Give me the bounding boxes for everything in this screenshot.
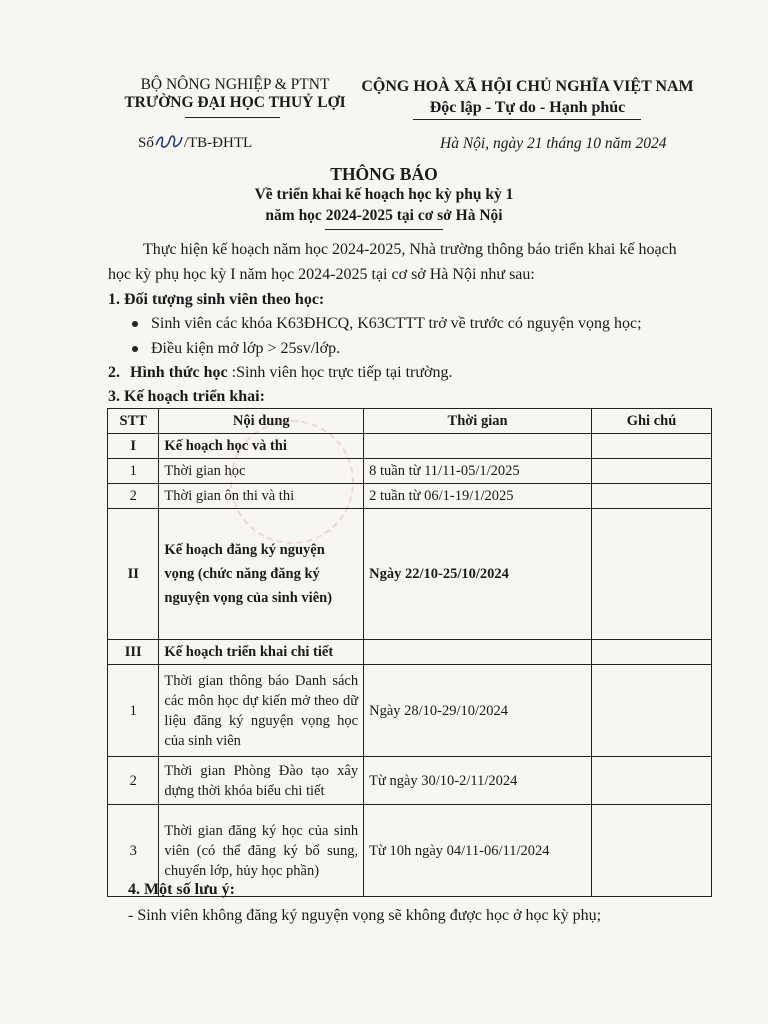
national-title: CỘNG HOÀ XÃ HỘI CHỦ NGHĨA VIỆT NAM (361, 78, 694, 95)
cell-note (591, 805, 711, 897)
section-4-line-1: - Sinh viên không đăng ký nguyện vọng sẽ không được học ở học kỳ phụ; (128, 907, 602, 924)
cell-note (591, 484, 711, 509)
cell-stt: I (108, 434, 159, 459)
university-name: TRƯỜNG ĐẠI HỌC THUỶ LỢI (124, 94, 346, 111)
header-left-underline (185, 117, 280, 118)
table-row (108, 459, 712, 484)
section-1-bullet-1: Sinh viên các khóa K63ĐHCQ, K63CTTT trở về trước có nguyện vọng học; (151, 315, 642, 332)
table-row (108, 509, 712, 640)
cell-content: Kế hoạch học và thi (159, 434, 364, 459)
subtitle-line-1: Về triển khai kế hoạch học kỳ phụ kỳ 1 (254, 186, 514, 203)
section-2-heading: Hình thức học (130, 364, 228, 381)
cell-stt: 2 (108, 757, 159, 805)
cell-time: Từ ngày 30/10-2/11/2024 (364, 757, 592, 805)
bullet-dot (132, 346, 138, 352)
table-row (108, 640, 712, 665)
header-left (100, 76, 370, 112)
section-2-text: :Sinh viên học trực tiếp tại trường. (231, 364, 453, 381)
table-header-row (108, 409, 712, 434)
table-row (108, 665, 712, 757)
table-row (108, 434, 712, 459)
cell-note (591, 640, 711, 665)
doc-number-suffix: /TB-ĐHTL (183, 135, 253, 151)
plan-table (107, 408, 712, 897)
cell-time: Từ 10h ngày 04/11-06/11/2024 (364, 805, 592, 897)
cell-content: Thời gian ôn thi và thi (159, 484, 364, 509)
section-1-bullet-2: Điều kiện mở lớp > 25sv/lớp. (151, 340, 341, 357)
cell-time (364, 640, 592, 665)
cell-content: Thời gian thông báo Danh sách các môn học dự kiến mở theo dữ liệu đăng ký nguyện vọng học của sinh viên (159, 665, 364, 757)
bullet-dot (132, 321, 138, 327)
cell-content: Thời gian Phòng Đào tạo xây dựng thời khóa biểu chi tiết (159, 757, 364, 805)
header-right-underline (413, 119, 641, 120)
cell-stt: 1 (108, 459, 159, 484)
col-header-stt: STT (108, 409, 159, 434)
cell-stt: II (108, 509, 159, 640)
national-motto: Độc lập - Tự do - Hạnh phúc (429, 99, 626, 116)
subtitle-line-2: năm học 2024-2025 tại cơ sở Hà Nội (265, 207, 503, 224)
cell-note (591, 434, 711, 459)
col-header-time: Thời gian (364, 409, 592, 434)
cell-content: Kế hoạch đăng ký nguyện vọng (chức năng đăng ký nguyện vọng của sinh viên) (159, 509, 364, 640)
cell-time: Ngày 28/10-29/10/2024 (364, 665, 592, 757)
header-right (355, 76, 700, 118)
ministry-name: BỘ NÔNG NGHIỆP & PTNT (140, 76, 330, 93)
cell-stt: 1 (108, 665, 159, 757)
document-title: THÔNG BÁO (330, 164, 438, 184)
section-1-heading: 1. Đối tượng sinh viên theo học: (108, 291, 325, 308)
cell-time: Ngày 22/10-25/10/2024 (364, 509, 592, 640)
section-2 (108, 362, 453, 384)
intro-line-1: Thực hiện kế hoạch năm học 2024-2025, Nhà trường thông báo triển khai kế hoạch (143, 241, 677, 258)
document-number (138, 133, 252, 152)
col-header-note: Ghi chú (591, 409, 711, 434)
cell-time (364, 434, 592, 459)
intro-line-2: học kỳ phụ học kỳ I năm học 2024-2025 tại cơ sở Hà Nội như sau: (108, 266, 535, 283)
col-header-content: Nội dung (159, 409, 364, 434)
cell-content: Thời gian đăng ký học của sinh viên (có thể đăng ký bổ sung, chuyển lớp, hủy học phần) (159, 805, 364, 897)
title-underline (325, 229, 443, 230)
section-2-number: 2. (108, 364, 120, 381)
table-row (108, 484, 712, 509)
cell-stt: III (108, 640, 159, 665)
section-4-heading: 4. Một số lưu ý: (128, 881, 235, 898)
cell-stt: 3 (108, 805, 159, 897)
handwritten-number-signature (154, 133, 184, 151)
cell-time: 2 tuần từ 06/1-19/1/2025 (364, 484, 592, 509)
cell-content: Kế hoạch triển khai chi tiết (159, 640, 364, 665)
cell-note (591, 757, 711, 805)
cell-note (591, 665, 711, 757)
cell-note (591, 459, 711, 484)
section-3-heading: 3. Kế hoạch triển khai: (108, 388, 265, 405)
date-place: Hà Nội, ngày 21 tháng 10 năm 2024 (440, 135, 667, 152)
cell-time: 8 tuần từ 11/11-05/1/2025 (364, 459, 592, 484)
cell-content: Thời gian học (159, 459, 364, 484)
table-row (108, 757, 712, 805)
cell-note (591, 509, 711, 640)
doc-number-prefix: Số (138, 135, 154, 151)
cell-stt: 2 (108, 484, 159, 509)
